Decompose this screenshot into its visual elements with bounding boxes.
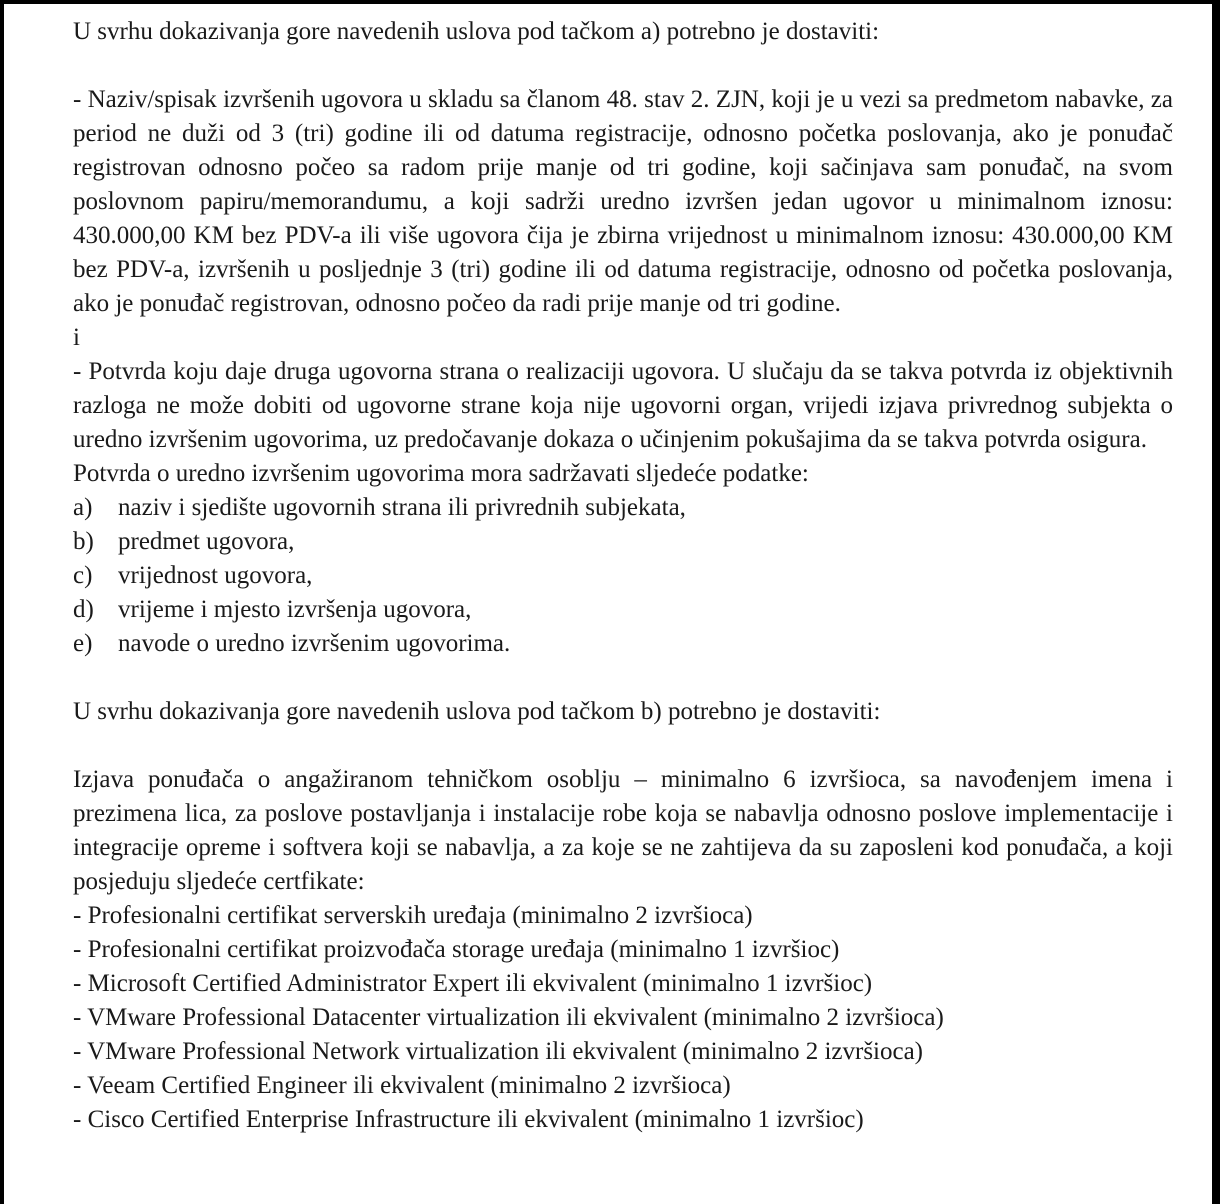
list-item-text: navode o uredno izvršenim ugovorima.	[118, 630, 511, 657]
certificate-line: - Veeam Certified Engineer ili ekvivalent (minimalno 2 izvršioca)	[73, 1072, 731, 1099]
list-item	[73, 491, 1173, 525]
intro-paragraph-b: U svrhu dokazivanja gore navedenih uslova pod tačkom b) potrebno je dostaviti:	[73, 698, 881, 725]
spacer	[73, 49, 1173, 83]
list-marker: c)	[73, 562, 93, 589]
list-item-text: vrijednost ugovora,	[118, 562, 313, 589]
list-marker: d)	[73, 596, 94, 623]
intro-paragraph-a: U svrhu dokazivanja gore navedenih uslova pod tačkom a) potrebno je dostaviti:	[73, 18, 880, 45]
certificate-line: - VMware Professional Datacenter virtualization ili ekvivalent (minimalno 2 izvršioca)	[73, 1004, 944, 1031]
confirmation-requirements-heading: Potvrda o uredno izvršenim ugovorima mora sadržavati sljedeće podatke:	[73, 460, 809, 487]
contracts-paragraph: - Naziv/spisak izvršenih ugovora u skladu sa članom 48. stav 2. ZJN, koji je u vezi sa predmetom nabavke, za period ne duži od 3 (tri) godine ili od datuma registracije, odnosno početka poslovanja, ako je ponuđač registrovan odnosno počeo sa radom prije manje od tri godine, koji sačinjava sam ponuđač, na svom poslovnom papiru/memorandumu, a koji sadrži uredno izvršen jedan ugovor u minimalnom iznosu: 430.000,00 KM bez PDV-a ili više ugovora čija je zbirna vrijednost u minimalnom iznosu: 430.000,00 KM bez PDV-a, izvršenih u posljednje 3 (tri) godine ili od datuma registracije, odnosno od početka poslovanja, ako je ponuđač registrovan, odnosno počeo da radi prije manje od tri godine.	[73, 86, 1173, 317]
list-item-text: vrijeme i mjesto izvršenja ugovora,	[118, 596, 472, 623]
conjunction-line: i	[73, 324, 80, 351]
confirmation-paragraph: - Potvrda koju daje druga ugovorna strana o realizaciji ugovora. U slučaju da se takva potvrda iz objektivnih razloga ne može dobiti od ugovorne strane koja nije ugovorni organ, vrijedi izjava privrednog subjekta o uredno izvršenim ugovorima, uz predočavanje dokaza o učinjenim pokušajima da se takva potvrda osigura.	[73, 358, 1173, 453]
requirements-list	[73, 491, 1173, 661]
spacer	[73, 729, 1173, 763]
list-marker: a)	[73, 494, 93, 521]
staff-paragraph: Izjava ponuđača o angažiranom tehničkom osoblju – minimalno 6 izvršioca, sa navođenjem imena i prezimena lica, za poslove postavljanja i instalacije robe koja se nabavlja odnosno poslove implementacije i integracije opreme i softvera koji se nabavlja, a za koje se ne zahtijeva da su zaposleni kod ponuđača, a koji posjeduju sljedeće certfikate:	[73, 766, 1173, 895]
document-page	[4, 4, 1212, 1204]
list-item	[73, 627, 1173, 661]
certificate-line: - Microsoft Certified Administrator Expert ili ekvivalent (minimalno 1 izvršioc)	[73, 970, 873, 997]
list-item-text: naziv i sjedište ugovornih strana ili privrednih subjekata,	[118, 494, 686, 521]
list-marker: b)	[73, 528, 94, 555]
certificate-line: - Profesionalni certifikat serverskih uređaja (minimalno 2 izvršioca)	[73, 902, 753, 929]
certificates-list	[73, 899, 1173, 1137]
document-content	[73, 15, 1173, 1137]
certificate-line: - VMware Professional Network virtualization ili ekvivalent (minimalno 2 izvršioca)	[73, 1038, 924, 1065]
certificate-line: - Profesionalni certifikat proizvođača storage uređaja (minimalno 1 izvršioc)	[73, 936, 840, 963]
list-marker: e)	[73, 630, 93, 657]
list-item	[73, 559, 1173, 593]
spacer	[73, 661, 1173, 695]
certificate-line: - Cisco Certified Enterprise Infrastructure ili ekvivalent (minimalno 1 izvršioc)	[73, 1106, 864, 1133]
list-item	[73, 525, 1173, 559]
list-item-text: predmet ugovora,	[118, 528, 295, 555]
list-item	[73, 593, 1173, 627]
